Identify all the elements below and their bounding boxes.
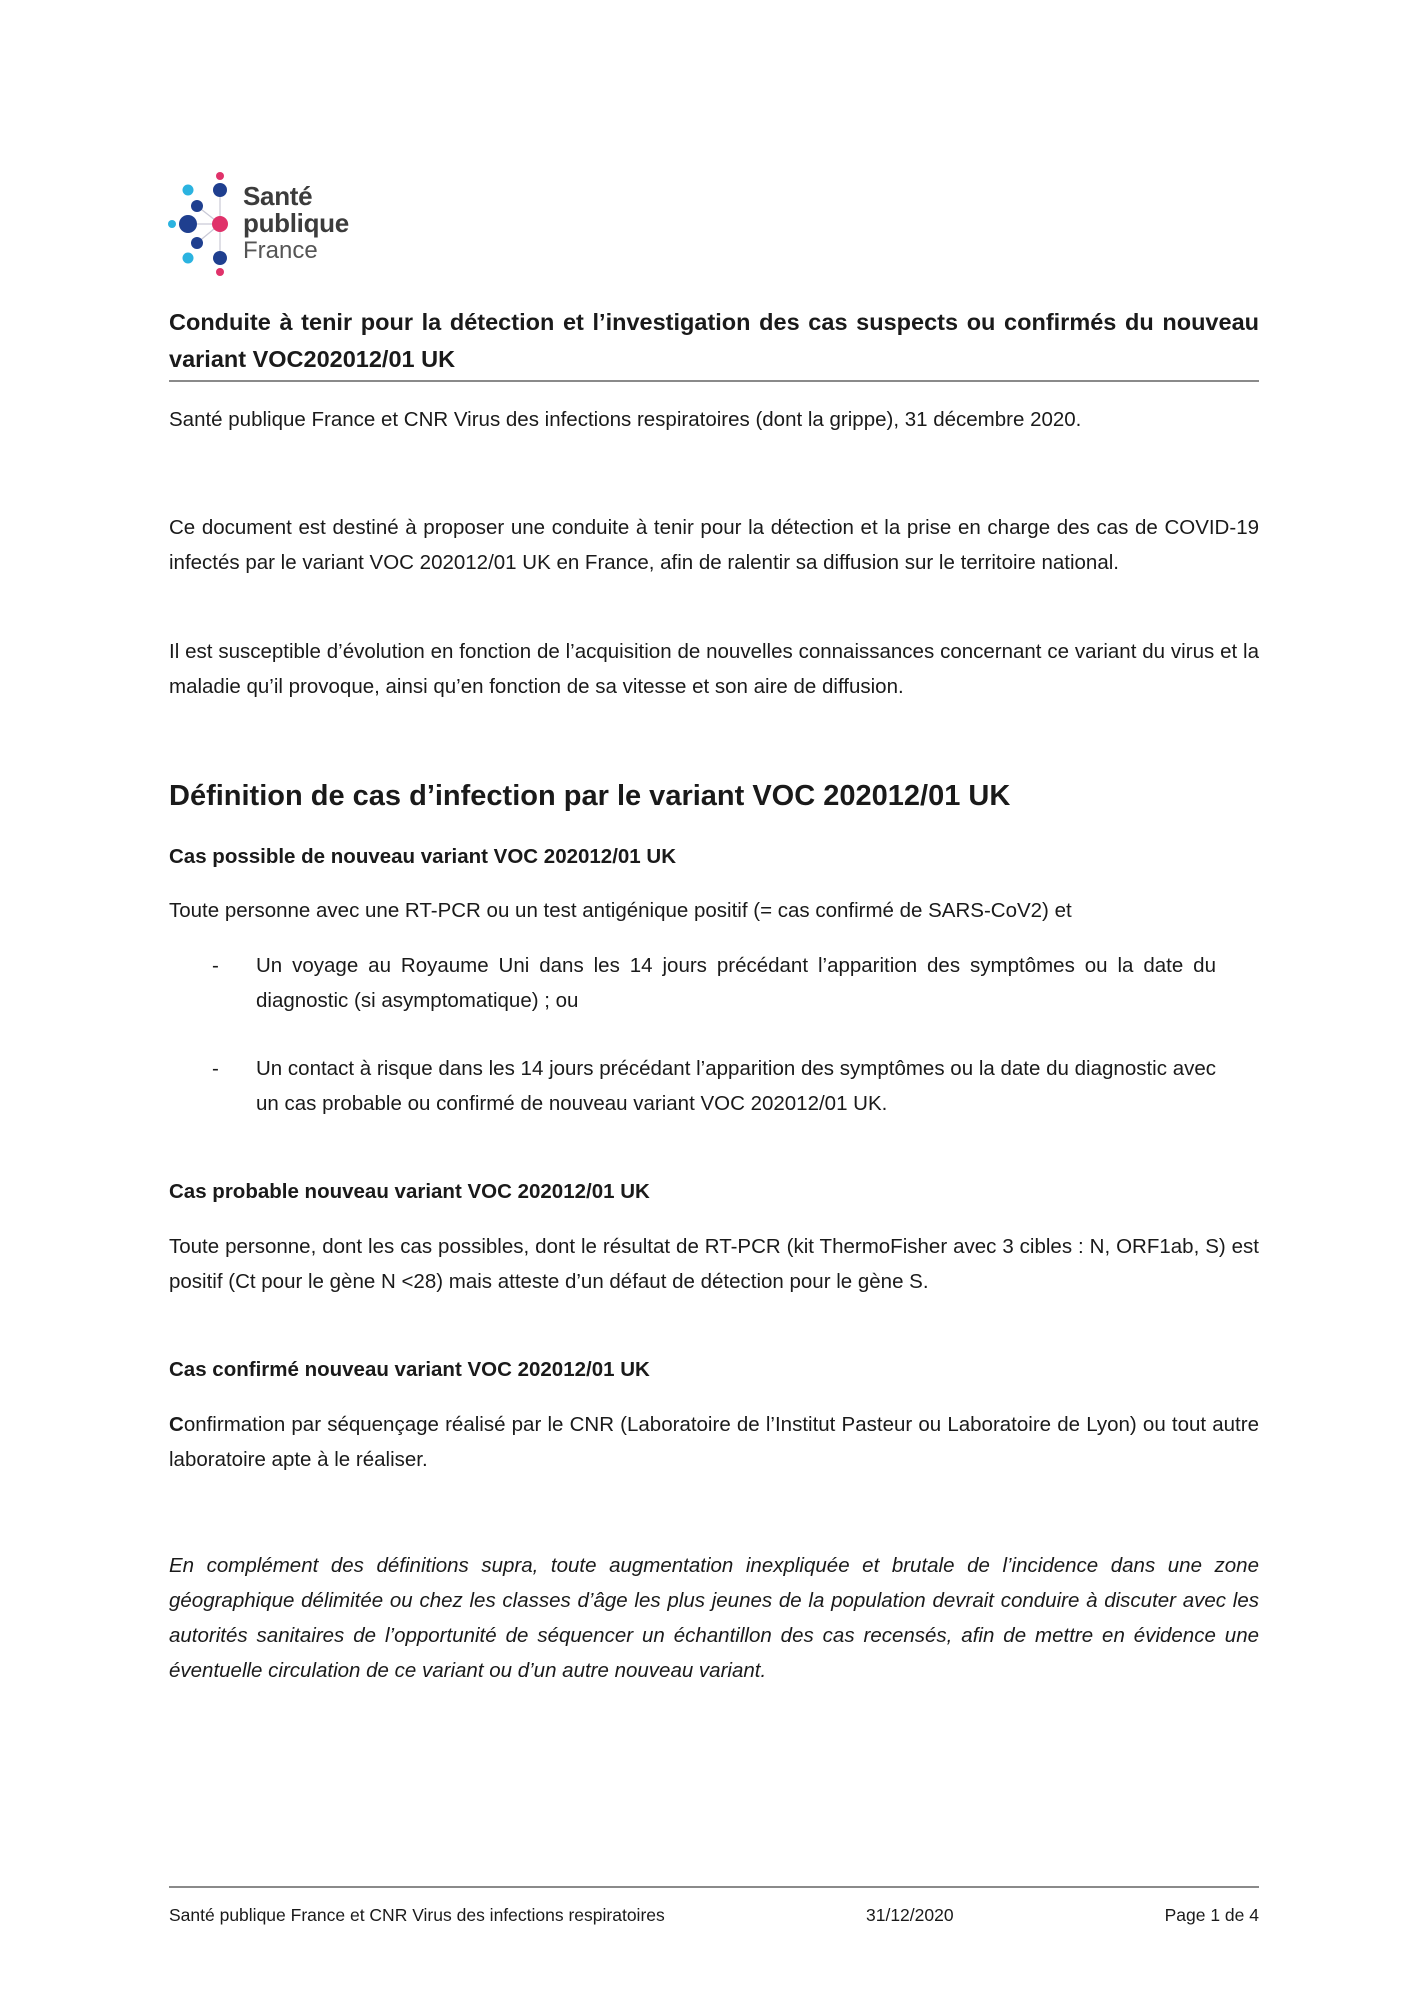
bullet-marker: - bbox=[212, 954, 219, 977]
logo-line-3: France bbox=[243, 237, 318, 264]
bullet-item: Un contact à risque dans les 14 jours précédant l’apparition des symptômes ou la date du diagnostic avec un cas probable ou confirmé de nouveau variant VOC 202012/01 UK. bbox=[256, 1057, 1216, 1115]
logo-dot bbox=[212, 216, 228, 232]
logo-molecule-icon bbox=[160, 165, 240, 285]
logo-dot bbox=[213, 251, 227, 265]
subsection-heading-probable: Cas probable nouveau variant VOC 202012/01 UK bbox=[169, 1180, 650, 1203]
logo-dot bbox=[179, 215, 197, 233]
logo-dot bbox=[216, 172, 224, 180]
intro-paragraph: Il est susceptible d’évolution en fonction de l’acquisition de nouvelles connaissances concernant ce variant du virus et la maladie qu’il provoque, ainsi qu’en fonction de sa vitesse et son aire de diffusion. bbox=[169, 640, 1259, 698]
confirmed-text-lead: C bbox=[169, 1413, 184, 1436]
logo-dot bbox=[183, 185, 194, 196]
confirmed-text-rest: onfirmation par séquençage réalisé par le CNR (Laboratoire de l’Institut Pasteur ou Laboratoire de Lyon) ou tout autre laboratoire apte à le réaliser. bbox=[169, 1413, 1259, 1471]
logo-wordmark bbox=[243, 183, 349, 264]
section-heading: Définition de cas d’infection par le variant VOC 202012/01 UK bbox=[169, 780, 1011, 812]
subsection-heading-possible: Cas possible de nouveau variant VOC 202012/01 UK bbox=[169, 845, 677, 868]
logo-dot bbox=[191, 237, 203, 249]
intro-paragraph: Ce document est destiné à proposer une conduite à tenir pour la détection et la prise en charge des cas de COVID-19 infectés par le variant VOC 202012/01 UK en France, afin de ralentir sa diffusion sur le territoire national. bbox=[169, 516, 1259, 574]
footer-left: Santé publique France et CNR Virus des infections respiratoires bbox=[169, 1905, 665, 1925]
logo-line-2: publique bbox=[243, 208, 349, 238]
probable-text: Toute personne, dont les cas possibles, dont le résultat de RT-PCR (kit ThermoFisher avec 3 cibles : N, ORF1ab, S) est positif (Ct pour le gène N <28) mais atteste d’un défaut de détection pour le gène S. bbox=[169, 1235, 1259, 1293]
confirmed-text bbox=[169, 1407, 1259, 1477]
italic-note: En complément des définitions supra, toute augmentation inexpliquée et brutale de l’incidence dans une zone géographique délimitée ou chez les classes d’âge les plus jeunes de la population devrait conduire à discuter avec les autorités sanitaires de l’opportunité de séquencer un échantillon des cas recensés, afin de mettre en évidence une éventuelle circulation de ce variant ou d’un autre nouveau variant. bbox=[169, 1554, 1259, 1682]
footer-date: 31/12/2020 bbox=[866, 1905, 954, 1925]
logo-dot bbox=[183, 253, 194, 264]
logo-dot bbox=[168, 220, 176, 228]
logo-line-1: Santé bbox=[243, 181, 313, 211]
document-title: Conduite à tenir pour la détection et l’investigation des cas suspects ou confirmés du nouveau variant VOC202012/01 UK bbox=[169, 309, 1259, 372]
logo-dot bbox=[191, 200, 203, 212]
title-divider bbox=[169, 380, 1259, 382]
subsection-heading-confirmed: Cas confirmé nouveau variant VOC 202012/01 UK bbox=[169, 1358, 650, 1381]
bullet-item: Un voyage au Royaume Uni dans les 14 jours précédant l’apparition des symptômes ou la date du diagnostic (si asymptomatique) ; ou bbox=[256, 954, 1216, 1012]
footer-page-number: Page 1 de 4 bbox=[1164, 1905, 1259, 1925]
bullet-marker: - bbox=[212, 1057, 219, 1080]
logo-dot bbox=[213, 183, 227, 197]
logo-dot bbox=[216, 268, 224, 276]
footer-divider bbox=[169, 1886, 1259, 1888]
possible-intro: Toute personne avec une RT-PCR ou un test antigénique positif (= cas confirmé de SARS-CoV2) et bbox=[169, 899, 1072, 922]
sante-publique-france-logo bbox=[160, 165, 360, 285]
document-subtitle: Santé publique France et CNR Virus des infections respiratoires (dont la grippe), 31 décembre 2020. bbox=[169, 408, 1082, 431]
